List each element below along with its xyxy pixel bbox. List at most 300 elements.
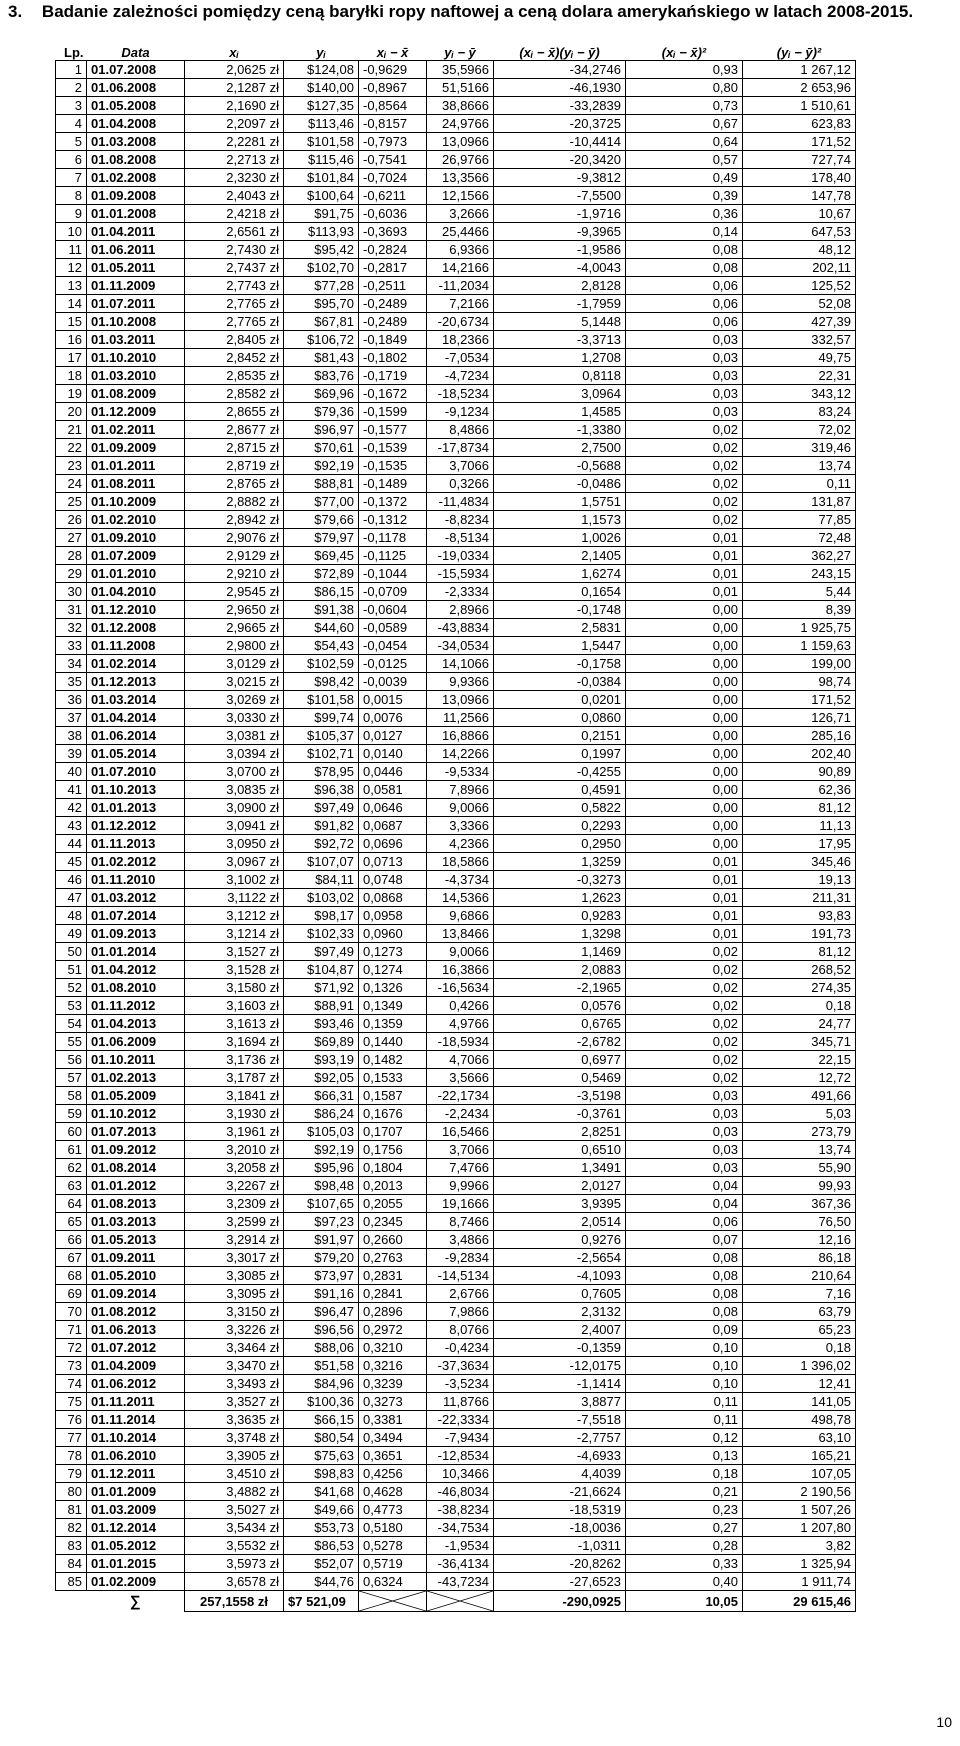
cell-date: 01.03.2009: [87, 1501, 185, 1519]
cell-x: 3,1603 zł: [185, 997, 284, 1015]
sum-dx-crossed-cell: [359, 1591, 427, 1612]
cell-product: 2,0514: [494, 1213, 626, 1231]
cell-product: 0,6510: [494, 1141, 626, 1159]
cell-dx: -0,2817: [359, 259, 427, 277]
cell-dx2: 0,02: [626, 997, 743, 1015]
cell-dy: -22,3334: [427, 1411, 494, 1429]
cell-dy2: 199,00: [743, 655, 856, 673]
cell-dy2: 7,16: [743, 1285, 856, 1303]
cell-date: 01.04.2010: [87, 583, 185, 601]
cell-dx: 0,3239: [359, 1375, 427, 1393]
cell-lp: 41: [56, 781, 87, 799]
cell-dx2: 0,00: [626, 781, 743, 799]
table-row: [56, 961, 856, 979]
cell-dx: 0,5719: [359, 1555, 427, 1573]
cell-date: 01.08.2010: [87, 979, 185, 997]
cell-x: 2,9129 zł: [185, 547, 284, 565]
cell-dy: 9,0066: [427, 799, 494, 817]
cell-dx2: 0,00: [626, 691, 743, 709]
cell-dy2: 273,79: [743, 1123, 856, 1141]
cell-y: $44,76: [284, 1573, 359, 1591]
cell-lp: 30: [56, 583, 87, 601]
cell-product: -0,4255: [494, 763, 626, 781]
cell-dy: -4,7234: [427, 367, 494, 385]
cell-dx2: 0,18: [626, 1465, 743, 1483]
cell-dx2: 0,06: [626, 277, 743, 295]
table-row: [56, 511, 856, 529]
cell-dy2: 0,11: [743, 475, 856, 493]
table-row: [56, 1573, 856, 1591]
cell-dy2: 12,16: [743, 1231, 856, 1249]
cell-product: -3,5198: [494, 1087, 626, 1105]
cell-dy2: 1 159,63: [743, 637, 856, 655]
cell-dx2: 0,00: [626, 799, 743, 817]
sum-dy2: 29 615,46: [743, 1591, 856, 1612]
cell-product: -1,0311: [494, 1537, 626, 1555]
cell-y: $98,48: [284, 1177, 359, 1195]
cell-product: -0,1758: [494, 655, 626, 673]
cell-dx: 0,3210: [359, 1339, 427, 1357]
cell-product: 2,8128: [494, 277, 626, 295]
table-row: [56, 475, 856, 493]
cell-y: $86,24: [284, 1105, 359, 1123]
cell-x: 3,2058 zł: [185, 1159, 284, 1177]
table-row: [56, 979, 856, 997]
cell-dy2: 81,12: [743, 943, 856, 961]
cell-product: 1,2623: [494, 889, 626, 907]
cell-dy: -12,8534: [427, 1447, 494, 1465]
sum-row: [56, 1591, 856, 1612]
cell-product: 0,1997: [494, 745, 626, 763]
cell-dx2: 0,02: [626, 457, 743, 475]
cell-dy: -37,3634: [427, 1357, 494, 1375]
cell-dx2: 0,02: [626, 961, 743, 979]
cell-y: $98,42: [284, 673, 359, 691]
table-row: [56, 1069, 856, 1087]
cell-dy2: 11,13: [743, 817, 856, 835]
cell-dy: -19,0334: [427, 547, 494, 565]
cell-x: 3,5973 zł: [185, 1555, 284, 1573]
cell-dy: 3,7066: [427, 1141, 494, 1159]
cell-y: $96,97: [284, 421, 359, 439]
cell-dy: -20,6734: [427, 313, 494, 331]
cell-dy: 14,1066: [427, 655, 494, 673]
cell-dx: -0,0125: [359, 655, 427, 673]
cell-dx: 0,1482: [359, 1051, 427, 1069]
cell-product: 0,5822: [494, 799, 626, 817]
cell-product: 2,0883: [494, 961, 626, 979]
cell-y: $102,59: [284, 655, 359, 673]
cell-dx: -0,1489: [359, 475, 427, 493]
cell-product: 2,7500: [494, 439, 626, 457]
cell-y: $86,15: [284, 583, 359, 601]
cell-dx: 0,1273: [359, 943, 427, 961]
cell-dy2: 362,27: [743, 547, 856, 565]
table-row: [56, 1033, 856, 1051]
cell-dy: 6,9366: [427, 241, 494, 259]
cell-dy: 8,4866: [427, 421, 494, 439]
cell-lp: 77: [56, 1429, 87, 1447]
cell-dy2: 17,95: [743, 835, 856, 853]
cell-y: $95,42: [284, 241, 359, 259]
cell-dx2: 0,00: [626, 601, 743, 619]
cell-dy2: 107,05: [743, 1465, 856, 1483]
cell-date: 01.10.2012: [87, 1105, 185, 1123]
cell-y: $67,81: [284, 313, 359, 331]
cell-dy: -36,4134: [427, 1555, 494, 1573]
cell-dy: 8,0766: [427, 1321, 494, 1339]
cell-product: -33,2839: [494, 97, 626, 115]
cell-dx2: 0,10: [626, 1339, 743, 1357]
cell-lp: 19: [56, 385, 87, 403]
cell-dy2: 62,36: [743, 781, 856, 799]
cell-dy2: 131,87: [743, 493, 856, 511]
cell-lp: 73: [56, 1357, 87, 1375]
cell-lp: 45: [56, 853, 87, 871]
cell-date: 01.11.2012: [87, 997, 185, 1015]
cell-dx: -0,2824: [359, 241, 427, 259]
cell-lp: 10: [56, 223, 87, 241]
cell-product: 1,2708: [494, 349, 626, 367]
table-row: [56, 97, 856, 115]
cell-dy2: 52,08: [743, 295, 856, 313]
table-row: [56, 1213, 856, 1231]
cell-dx2: 0,11: [626, 1411, 743, 1429]
cell-x: 3,2914 zł: [185, 1231, 284, 1249]
cell-dy: 4,2366: [427, 835, 494, 853]
cell-dy: 14,2266: [427, 745, 494, 763]
table-row: [56, 1411, 856, 1429]
cell-dy2: 165,21: [743, 1447, 856, 1465]
cell-x: 3,0269 zł: [185, 691, 284, 709]
cell-date: 01.01.2012: [87, 1177, 185, 1195]
cell-dy2: 12,41: [743, 1375, 856, 1393]
cell-y: $79,66: [284, 511, 359, 529]
cell-y: $72,89: [284, 565, 359, 583]
cell-x: 2,8535 zł: [185, 367, 284, 385]
cell-lp: 33: [56, 637, 87, 655]
cell-dy: 8,7466: [427, 1213, 494, 1231]
cell-dy2: 1 507,26: [743, 1501, 856, 1519]
table-row: [56, 763, 856, 781]
cell-dx: -0,1178: [359, 529, 427, 547]
header-y: yᵢ: [316, 44, 326, 60]
cell-dx: -0,1125: [359, 547, 427, 565]
cell-dx: -0,7024: [359, 169, 427, 187]
cell-date: 01.02.2010: [87, 511, 185, 529]
cell-product: 0,6977: [494, 1051, 626, 1069]
cell-lp: 66: [56, 1231, 87, 1249]
table-row: [56, 547, 856, 565]
cell-dy: 9,0066: [427, 943, 494, 961]
cell-date: 01.04.2009: [87, 1357, 185, 1375]
cell-dx: -0,1044: [359, 565, 427, 583]
cell-dy2: 13,74: [743, 457, 856, 475]
table-row: [56, 1321, 856, 1339]
cell-dx2: 0,02: [626, 1051, 743, 1069]
cell-dy: -18,5934: [427, 1033, 494, 1051]
cell-dx2: 0,13: [626, 1447, 743, 1465]
cell-dy: -7,0534: [427, 349, 494, 367]
cell-dx: 0,1707: [359, 1123, 427, 1141]
cell-lp: 12: [56, 259, 87, 277]
cell-x: 2,8405 zł: [185, 331, 284, 349]
cell-x: 3,3017 zł: [185, 1249, 284, 1267]
cell-product: 1,4585: [494, 403, 626, 421]
cell-y: $83,76: [284, 367, 359, 385]
cell-x: 2,8677 zł: [185, 421, 284, 439]
cell-y: $103,02: [284, 889, 359, 907]
cell-product: 3,0964: [494, 385, 626, 403]
cell-dy: -17,8734: [427, 439, 494, 457]
cell-x: 3,0330 zł: [185, 709, 284, 727]
cell-product: 0,4591: [494, 781, 626, 799]
cell-lp: 18: [56, 367, 87, 385]
document-title: [10, 2, 945, 22]
cell-y: $113,93: [284, 223, 359, 241]
cell-y: $41,68: [284, 1483, 359, 1501]
cell-product: -0,3273: [494, 871, 626, 889]
sum-y: $7 521,09: [284, 1591, 359, 1612]
table-row: [56, 367, 856, 385]
cell-x: 3,1212 zł: [185, 907, 284, 925]
table-row: [56, 115, 856, 133]
cell-dy: -9,1234: [427, 403, 494, 421]
cell-lp: 79: [56, 1465, 87, 1483]
cell-lp: 67: [56, 1249, 87, 1267]
cell-lp: 2: [56, 79, 87, 97]
cell-date: 01.04.2012: [87, 961, 185, 979]
cell-product: 0,6765: [494, 1015, 626, 1033]
cell-date: 01.04.2013: [87, 1015, 185, 1033]
table-row: [56, 349, 856, 367]
cell-date: 01.06.2014: [87, 727, 185, 745]
cell-y: $105,03: [284, 1123, 359, 1141]
table-row: [56, 259, 856, 277]
cell-lp: 37: [56, 709, 87, 727]
cell-dy: 13,8466: [427, 925, 494, 943]
cell-dy2: 90,89: [743, 763, 856, 781]
cell-dx2: 0,80: [626, 79, 743, 97]
cell-x: 3,1580 zł: [185, 979, 284, 997]
table-row: [56, 799, 856, 817]
cell-y: $95,70: [284, 295, 359, 313]
cell-y: $115,46: [284, 151, 359, 169]
cell-dy2: 22,15: [743, 1051, 856, 1069]
cell-x: 3,4882 zł: [185, 1483, 284, 1501]
cell-dx2: 0,02: [626, 1033, 743, 1051]
cell-dy: -22,1734: [427, 1087, 494, 1105]
cell-lp: 61: [56, 1141, 87, 1159]
cell-date: 01.09.2014: [87, 1285, 185, 1303]
sum-symbol: ∑: [129, 1592, 141, 1610]
cell-product: 2,1405: [494, 547, 626, 565]
cell-lp: 28: [56, 547, 87, 565]
cell-product: -18,0036: [494, 1519, 626, 1537]
cell-x: 3,1736 zł: [185, 1051, 284, 1069]
cell-date: 01.10.2009: [87, 493, 185, 511]
cell-dx2: 0,03: [626, 1159, 743, 1177]
cell-x: 3,1613 zł: [185, 1015, 284, 1033]
cell-dx: 0,6324: [359, 1573, 427, 1591]
table-row: [56, 997, 856, 1015]
cell-dy: 7,2166: [427, 295, 494, 313]
cell-date: 01.04.2014: [87, 709, 185, 727]
cell-lp: 60: [56, 1123, 87, 1141]
cell-x: 3,3226 zł: [185, 1321, 284, 1339]
cell-y: $77,00: [284, 493, 359, 511]
cell-product: 1,1573: [494, 511, 626, 529]
cell-x: 3,2010 zł: [185, 1141, 284, 1159]
table-row: [56, 1051, 856, 1069]
cell-x: 3,4510 zł: [185, 1465, 284, 1483]
cell-dx2: 0,01: [626, 547, 743, 565]
cell-date: 01.11.2013: [87, 835, 185, 853]
cell-dy: 16,8866: [427, 727, 494, 745]
cell-lp: 8: [56, 187, 87, 205]
cell-dy2: 285,16: [743, 727, 856, 745]
cell-product: -2,1965: [494, 979, 626, 997]
cell-x: 2,6561 zł: [185, 223, 284, 241]
cell-dy2: 81,12: [743, 799, 856, 817]
cell-date: 01.09.2009: [87, 439, 185, 457]
table-body: [56, 61, 856, 1591]
cell-dy: 25,4466: [427, 223, 494, 241]
cell-x: 2,8715 zł: [185, 439, 284, 457]
cell-dx2: 0,10: [626, 1357, 743, 1375]
header-dy2: (yᵢ − ȳ)²: [776, 44, 822, 60]
cell-dy2: 2 190,56: [743, 1483, 856, 1501]
cell-lp: 29: [56, 565, 87, 583]
cell-product: -7,5518: [494, 1411, 626, 1429]
cell-date: 01.09.2008: [87, 187, 185, 205]
cell-dy2: 24,77: [743, 1015, 856, 1033]
cell-date: 01.09.2013: [87, 925, 185, 943]
cell-y: $107,07: [284, 853, 359, 871]
cell-x: 3,0381 zł: [185, 727, 284, 745]
cell-date: 01.09.2010: [87, 529, 185, 547]
cell-product: -1,9716: [494, 205, 626, 223]
cell-dy: -34,0534: [427, 637, 494, 655]
cell-dx: -0,0709: [359, 583, 427, 601]
cell-x: 3,0215 zł: [185, 673, 284, 691]
cell-dy2: 93,83: [743, 907, 856, 925]
cell-dx: -0,7541: [359, 151, 427, 169]
cell-date: 01.05.2008: [87, 97, 185, 115]
cell-date: 01.06.2012: [87, 1375, 185, 1393]
cell-date: 01.01.2011: [87, 457, 185, 475]
cell-x: 3,5027 zł: [185, 1501, 284, 1519]
cell-dx: -0,9629: [359, 61, 427, 79]
cell-date: 01.07.2013: [87, 1123, 185, 1141]
cell-dx2: 0,03: [626, 1123, 743, 1141]
cell-date: 01.08.2013: [87, 1195, 185, 1213]
cell-dx2: 0,06: [626, 313, 743, 331]
cell-y: $70,61: [284, 439, 359, 457]
table-row: [56, 493, 856, 511]
cell-date: 01.06.2008: [87, 79, 185, 97]
cell-dx: 0,2345: [359, 1213, 427, 1231]
cell-dx2: 0,00: [626, 637, 743, 655]
cell-date: 01.09.2011: [87, 1249, 185, 1267]
cell-dx: 0,3216: [359, 1357, 427, 1375]
table-row: [56, 1357, 856, 1375]
table-row: [56, 565, 856, 583]
cell-dy: 0,3266: [427, 475, 494, 493]
cell-lp: 58: [56, 1087, 87, 1105]
cell-dx2: 0,49: [626, 169, 743, 187]
cell-dy2: 367,36: [743, 1195, 856, 1213]
cell-date: 01.12.2011: [87, 1465, 185, 1483]
cell-dy: -1,9534: [427, 1537, 494, 1555]
cell-dy: 9,9966: [427, 1177, 494, 1195]
cell-x: 3,3748 zł: [185, 1429, 284, 1447]
table-row: [56, 241, 856, 259]
cell-y: $54,43: [284, 637, 359, 655]
cell-x: 2,7765 zł: [185, 313, 284, 331]
cell-product: -10,4414: [494, 133, 626, 151]
cell-dx2: 0,03: [626, 1087, 743, 1105]
cell-dx2: 0,01: [626, 907, 743, 925]
cell-product: -34,2746: [494, 61, 626, 79]
cell-date: 01.08.2011: [87, 475, 185, 493]
table-row: [56, 727, 856, 745]
cell-lp: 38: [56, 727, 87, 745]
table-row: [56, 619, 856, 637]
cell-dx2: 0,02: [626, 943, 743, 961]
cell-lp: 7: [56, 169, 87, 187]
cell-dx: -0,2489: [359, 313, 427, 331]
cell-dx: -0,0039: [359, 673, 427, 691]
cell-dx2: 0,01: [626, 871, 743, 889]
cell-y: $101,84: [284, 169, 359, 187]
cell-dx2: 0,02: [626, 439, 743, 457]
cell-dy2: 76,50: [743, 1213, 856, 1231]
cell-x: 2,9210 zł: [185, 565, 284, 583]
cell-dy2: 202,40: [743, 745, 856, 763]
cell-product: 0,7605: [494, 1285, 626, 1303]
cell-dx2: 0,64: [626, 133, 743, 151]
cell-lp: 36: [56, 691, 87, 709]
cell-dx: 0,4628: [359, 1483, 427, 1501]
table-row: [56, 1465, 856, 1483]
cell-product: -1,3380: [494, 421, 626, 439]
cell-dx2: 0,01: [626, 583, 743, 601]
cell-dy: 16,3866: [427, 961, 494, 979]
cell-dx2: 0,03: [626, 403, 743, 421]
cell-dy2: 1 925,75: [743, 619, 856, 637]
cell-dy: 11,2566: [427, 709, 494, 727]
cell-lp: 32: [56, 619, 87, 637]
cell-dx2: 0,27: [626, 1519, 743, 1537]
cell-dy2: 5,03: [743, 1105, 856, 1123]
cell-date: 01.07.2010: [87, 763, 185, 781]
cell-dx: 0,2896: [359, 1303, 427, 1321]
cell-x: 2,9650 zł: [185, 601, 284, 619]
cell-product: -0,5688: [494, 457, 626, 475]
cell-product: 1,0026: [494, 529, 626, 547]
cell-product: -0,1359: [494, 1339, 626, 1357]
cell-y: $92,19: [284, 457, 359, 475]
cell-lp: 34: [56, 655, 87, 673]
sum-dx2: 10,05: [626, 1591, 743, 1612]
cell-y: $52,07: [284, 1555, 359, 1573]
cell-dy2: 147,78: [743, 187, 856, 205]
cell-lp: 52: [56, 979, 87, 997]
cell-dx2: 0,23: [626, 1501, 743, 1519]
cell-date: 01.05.2014: [87, 745, 185, 763]
table-row: [56, 1429, 856, 1447]
